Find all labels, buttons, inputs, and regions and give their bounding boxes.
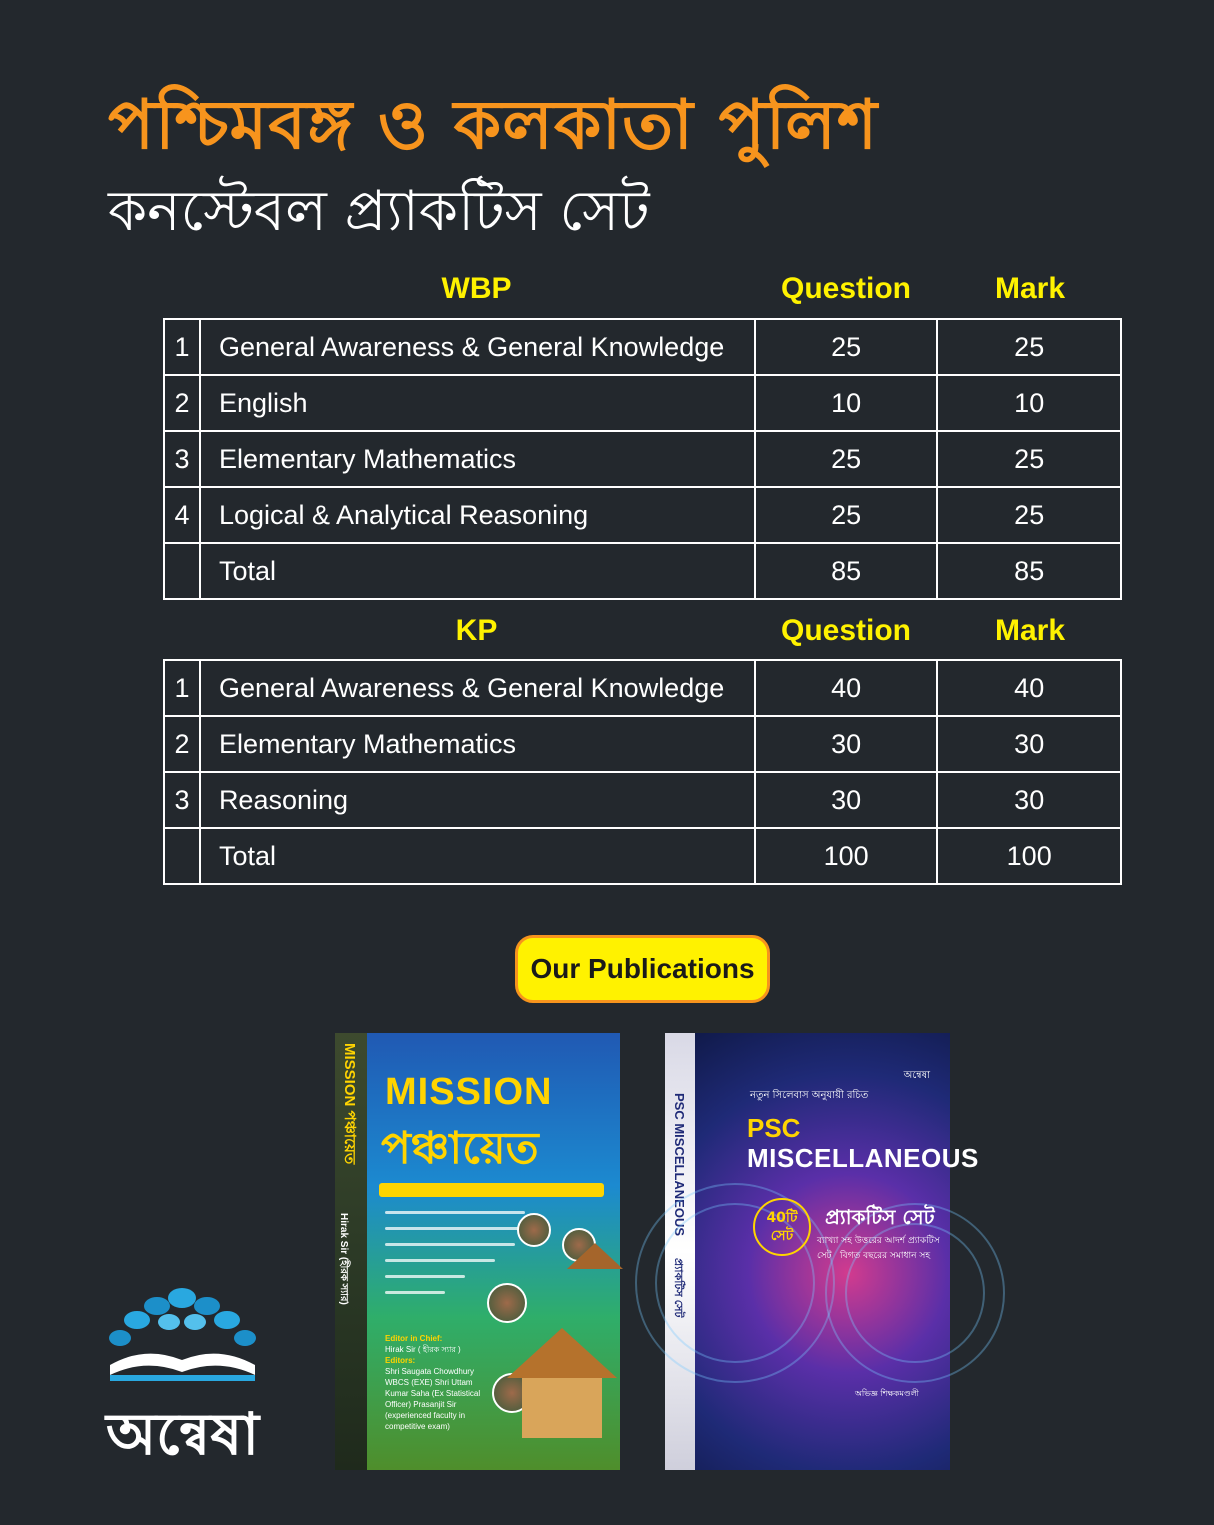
row-number: [164, 543, 200, 599]
book-cover: [695, 1033, 979, 1470]
practice-set-label: প্র্যাকটিস সেট: [825, 1205, 935, 1229]
row-subject: General Awareness & General Knowledge: [200, 319, 755, 375]
table-row: [164, 660, 1121, 716]
row-number: 2: [164, 375, 200, 431]
row-number: 4: [164, 487, 200, 543]
table-row: [164, 319, 1121, 375]
table-row: [164, 375, 1121, 431]
wbp-question-heading: Question: [780, 272, 911, 305]
spine-title: PSC MISCELLANEOUS: [672, 1093, 687, 1237]
row-question: 25: [755, 319, 938, 375]
row-mark: 10: [937, 375, 1121, 431]
row-number: [164, 828, 200, 884]
row-subject: Logical & Analytical Reasoning: [200, 487, 755, 543]
kp-mark-heading: Mark: [994, 614, 1066, 647]
row-mark: 25: [937, 431, 1121, 487]
row-question: 25: [755, 487, 938, 543]
wbp-table-header: [163, 272, 1122, 318]
our-publications-badge: Our Publications: [515, 935, 770, 1003]
row-number: 3: [164, 431, 200, 487]
wbp-mark-heading: Mark: [994, 272, 1066, 305]
book-title: পঞ্চায়েত: [381, 1123, 539, 1174]
book-cover: [367, 1033, 620, 1470]
row-mark: 25: [937, 487, 1121, 543]
row-mark: 25: [937, 319, 1121, 375]
row-subject: Reasoning: [200, 772, 755, 828]
kp-table: [163, 659, 1122, 885]
book-editor: অভিজ্ঞ শিক্ষকমণ্ডলী: [855, 1389, 919, 1398]
book-editors: [385, 1333, 485, 1432]
book-photo-circle: [517, 1213, 551, 1247]
kp-table-header: [163, 614, 1122, 660]
book-psc-miscellaneous[interactable]: [665, 1033, 979, 1470]
spine-subtitle: প্র্যাকটিস সেট: [672, 1258, 684, 1318]
kp-heading: KP: [455, 614, 498, 647]
row-number: 1: [164, 660, 200, 716]
editors-label: Editors:: [385, 1356, 416, 1365]
editors-list: Shri Saugata Chowdhury WBCS (EXE) Shri Uttam Kumar Saha (Ex Statistical Officer) Prasanjit Sir (experienced faculty in competitive exam): [385, 1367, 481, 1431]
book-tagline: ব্যাখ্যা সহ উত্তরের আদর্শ প্র্যাকটিস সেট: [817, 1236, 940, 1261]
hut-icon: [507, 1328, 617, 1378]
wbp-table: [163, 318, 1122, 600]
book-spine: [335, 1033, 367, 1470]
row-question: 100: [755, 828, 938, 884]
row-question: 85: [755, 543, 938, 599]
row-question: 10: [755, 375, 938, 431]
row-number: 1: [164, 319, 200, 375]
table-row: [164, 716, 1121, 772]
row-question: 30: [755, 772, 938, 828]
row-mark: 40: [937, 660, 1121, 716]
row-mark: 100: [937, 828, 1121, 884]
book-photo-circle: [487, 1283, 527, 1323]
row-mark: 85: [937, 543, 1121, 599]
hut-wall: [522, 1378, 602, 1438]
book-tagline-2: বিগত বছরের সমাধান সহ: [840, 1251, 931, 1261]
table-row-total: [164, 543, 1121, 599]
table-row-total: [164, 828, 1121, 884]
syllabus-line: নতুন সিলেবাস অনুযায়ী রচিত: [750, 1090, 869, 1101]
row-number: 3: [164, 772, 200, 828]
tree-book-icon: [105, 1280, 260, 1390]
row-question: 25: [755, 431, 938, 487]
row-subject: Elementary Mathematics: [200, 431, 755, 487]
spine-title: MISSION পঞ্চায়েত: [341, 1043, 358, 1165]
table-row: [164, 772, 1121, 828]
editor-name: Hirak Sir ( হীরক স্যার ): [385, 1345, 461, 1354]
logo-text: অন্বেষা: [105, 1400, 260, 1468]
book-psc: PSC: [747, 1113, 801, 1143]
row-number: 2: [164, 716, 200, 772]
table-row: [164, 431, 1121, 487]
row-mark: 30: [937, 716, 1121, 772]
spine-author: Hirak Sir (হীরক স্যার): [338, 1213, 349, 1305]
table-row: [164, 487, 1121, 543]
book-mission-label: MISSION: [385, 1071, 553, 1113]
hut-icon: [567, 1243, 623, 1269]
book-mission-panchayat[interactable]: [335, 1033, 620, 1470]
page-title: পশ্চিমবঙ্গ ও কলকাতা পুলিশ: [108, 86, 879, 165]
row-subject: Elementary Mathematics: [200, 716, 755, 772]
row-question: 30: [755, 716, 938, 772]
book-title: MISCELLANEOUS: [747, 1143, 979, 1173]
publisher-name: অন্বেষা: [903, 1070, 930, 1081]
editor-label: Editor in Chief:: [385, 1334, 443, 1343]
row-question: 40: [755, 660, 938, 716]
wbp-heading: WBP: [441, 272, 512, 305]
book-strip: [379, 1183, 604, 1197]
row-subject: English: [200, 375, 755, 431]
sets-badge: 40টি সেট: [753, 1198, 811, 1256]
page-subtitle: কনস্টেবল প্র্যাকটিস সেট: [108, 179, 650, 244]
row-subject: Total: [200, 543, 755, 599]
row-mark: 30: [937, 772, 1121, 828]
row-subject: Total: [200, 828, 755, 884]
row-subject: General Awareness & General Knowledge: [200, 660, 755, 716]
brand-logo: [105, 1280, 260, 1480]
kp-question-heading: Question: [780, 614, 911, 647]
